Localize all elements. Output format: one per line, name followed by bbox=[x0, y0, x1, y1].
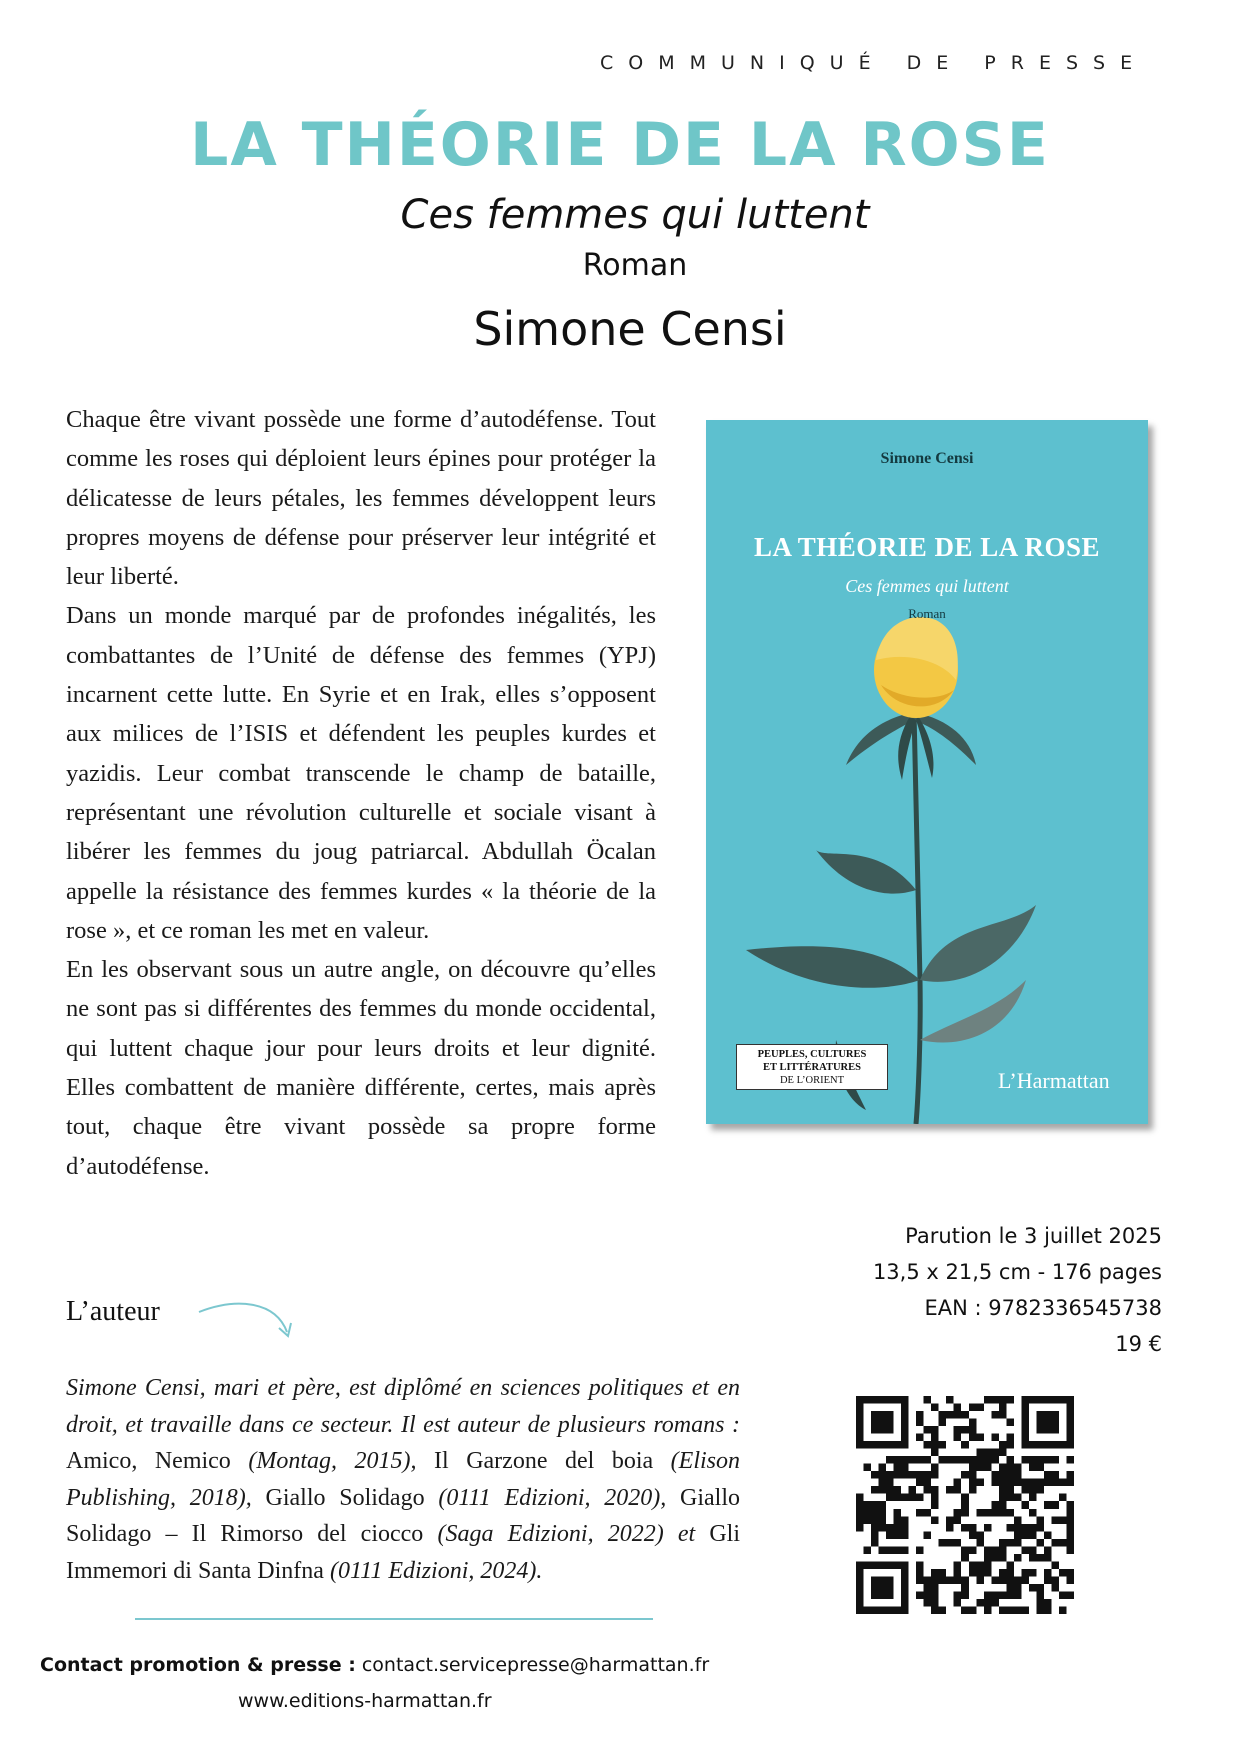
press-release-kicker: COMMUNIQUÉ DE PRESSE bbox=[600, 52, 1148, 74]
rose-illustration bbox=[706, 420, 1148, 1124]
publisher-info: (Saga Edizioni, 2022) et bbox=[423, 1521, 710, 1548]
book-details bbox=[800, 1218, 1162, 1362]
website-link[interactable]: www.editions-harmattan.fr bbox=[238, 1690, 492, 1712]
author-heading: L’auteur bbox=[66, 1296, 160, 1327]
publisher-info: (Montag, 2015), bbox=[230, 1448, 435, 1475]
book-cover bbox=[706, 420, 1148, 1124]
cover-title: LA THÉORIE DE LA ROSE bbox=[753, 532, 1101, 562]
format: 13,5 x 21,5 cm - 176 pages bbox=[872, 1260, 1162, 1284]
synopsis-paragraph: Dans un monde marqué par de profondes inégalités, les combattantes de l’Unité de défense des femmes (YPJ) incarnent cette lutte. En Syrie et en Irak, elles s’opposent aux milices de l’ISIS et défendent les peuples kurdes et yazidis. Leur combat transcende le champ de bataille, représentant une révolution culturelle et sociale visant à libérer les femmes du joug patriarcal. Abdullah Öcalan appelle la résistance des femmes kurdes « la théorie de la rose », et ce roman les met en valeur. bbox=[66, 602, 656, 944]
series-line: DE L’ORIENT bbox=[779, 1075, 845, 1086]
price: 19 € bbox=[1115, 1332, 1162, 1356]
publisher-info: (0111 Edizioni, 2024). bbox=[323, 1557, 543, 1584]
contact-email[interactable]: contact.servicepresse@harmattan.fr bbox=[361, 1654, 710, 1676]
contact-line bbox=[40, 1654, 709, 1676]
cover-author: Simone Censi bbox=[880, 450, 974, 467]
release-date: Parution le 3 juillet 2025 bbox=[905, 1224, 1162, 1248]
book-genre: Roman bbox=[582, 248, 688, 283]
book-author: Simone Censi bbox=[473, 302, 787, 356]
bio-text: Simone Censi, mari et père, est diplômé en sciences politiques et en droit, et travaille dans ce secteur. Il est auteur de plusieurs romans : bbox=[66, 1375, 740, 1438]
cover-series-label bbox=[736, 1044, 888, 1090]
author-bio bbox=[66, 1370, 740, 1590]
cover-subtitle: Ces femmes qui luttent bbox=[845, 576, 1009, 596]
publisher-logo: L’Harmattan bbox=[998, 1068, 1110, 1093]
publisher-info: (Elison Publishing, 2018), bbox=[66, 1448, 740, 1511]
arrow-icon bbox=[195, 1296, 305, 1346]
book-subtitle: Ces femmes qui luttent bbox=[400, 192, 870, 238]
cover-genre: Roman bbox=[908, 606, 946, 621]
book-title: LA THÉORIE DE LA ROSE bbox=[190, 110, 1050, 180]
book-name: Gli Immemori di Santa Dinfna bbox=[66, 1521, 740, 1584]
series-line: PEUPLES, CULTURES bbox=[757, 1049, 867, 1060]
divider bbox=[135, 1618, 653, 1620]
synopsis-paragraph: En les observant sous un autre angle, on découvre qu’elles ne sont pas si différentes des femmes du monde occidental, qui luttent chaque jour pour leurs droits et leur dignité. Elles combattent de manière différente, certes, mais après tout, chaque être vivant possède sa propre forme d’autodéfense. bbox=[66, 956, 656, 1180]
ean: EAN : 9782336545738 bbox=[924, 1296, 1162, 1320]
publisher-info: (0111 Edizioni, 2020), bbox=[424, 1484, 680, 1511]
book-name: Amico, Nemico bbox=[66, 1448, 231, 1475]
series-line: ET LITTÉRATURES bbox=[763, 1062, 861, 1073]
book-name: Il Garzone del boia bbox=[434, 1448, 654, 1475]
book-name: Giallo Solidago – Il Rimorso del ciocco bbox=[66, 1484, 740, 1548]
qr-code-icon[interactable] bbox=[856, 1396, 1074, 1614]
synopsis bbox=[66, 400, 656, 1186]
book-name: Giallo Solidago bbox=[265, 1484, 425, 1511]
contact-label: Contact promotion & presse : bbox=[40, 1654, 356, 1676]
synopsis-paragraph: Chaque être vivant possède une forme d’autodéfense. Tout comme les roses qui déploient leurs épines pour protéger la délicatesse de leurs pétales, les femmes développent leurs propres moyens de défense pour préserver leur intégrité et leur liberté. bbox=[66, 406, 656, 591]
